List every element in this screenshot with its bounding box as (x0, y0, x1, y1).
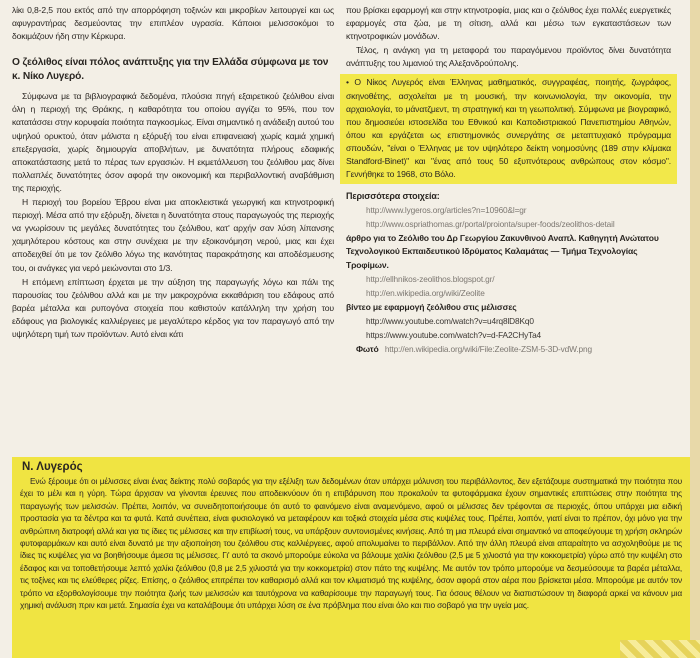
author-bio-box (340, 74, 677, 184)
video-link[interactable]: http://www.youtube.com/watch?v=u4rq8lD8Kq0 (366, 315, 534, 326)
article-label: άρθρο για το Ζεόλιθο του Δρ Γεωργίου Ζακυνθινού Αναπλ. Καθηγητή Ανώτατου Τεχνολογικού Εκπαιδευτικού Ιδρύματος Καλαμάτας — Τμήμα Τεχνολογίας Τροφίμων. (346, 233, 659, 270)
photo-credit (346, 343, 671, 356)
body-paragraph: Η επόμενη επίπτωση έρχεται με την αύξηση της παραγωγής λόγω και πάλι της παρουσίας του ζεόλιθου αλλά και με την μακροχρόνια εκκαθάριση του εδάφους από βαρέα μέταλλα και ρυπογόνα στοιχεία που καθιστούν κατάλληλη την χρήση του εδάφους για βιολογικές καλλιέργειες με μεγαλύτερο κέρδος για τον παραγωγό από την υψηλότερη τιμή των προϊόντων. Αυτό είναι κάτι (12, 276, 334, 339)
intro-paragraph: λίκι 0,8-2,5 που εκτός από την απορρόφηση τοξινών και μικροβίων λειτουργεί και ως αφυγραντήρας δεσμεύοντας την επιπλέον υγρασία. Κάποιοι μελισσοκόμοι το δοκιμάζουν ήδη στην Κέρκυρα. (12, 5, 334, 42)
box-title: Ν. Λυγερός (22, 461, 83, 473)
body-paragraph: Τέλος, η ανάγκη για τη μεταφορά του παραγόμενου προϊόντος δίνει δυνατότητα ανάπτυξης του λιμανιού της Αλεξανδρούπολης. (346, 45, 671, 69)
video-link[interactable]: https://www.youtube.com/watch?v=d-FA2CHyTa4 (366, 329, 542, 340)
right-column (346, 4, 671, 357)
photo-label: Φωτό (356, 343, 379, 354)
section-heading: Ο ζεόλιθος είναι πόλος ανάπτυξης για την Ελλάδα σύμφωνα με τον κ. Νίκο Λυγερό. (12, 57, 329, 83)
photo-link[interactable]: http://en.wikipedia.org/wiki/File:Zeolite-ZSM-5-3D-vdW.png (384, 343, 592, 354)
reference-link[interactable]: http://en.wikipedia.org/wiki/Zeolite (366, 287, 485, 298)
left-column (12, 4, 334, 342)
page-edge-decoration (690, 0, 700, 658)
body-paragraph: που βρίσκει εφαρμογή και στην κτηνοτροφία, μιας και ο ζεόλιθος έχει πολλές ευεργετικές εφαρμογές στα ζώα, με τη σίτιση, αλλά και μέσω των εγκαταστάσεων των κτηνοτροφικών μονάδων. (346, 5, 671, 42)
video-label: βίντεο με εφαρμογή ζεόλιθου στις μέλισσες (346, 301, 517, 312)
honeycomb-decoration (620, 640, 700, 658)
body-paragraph: Σύμφωνα με τα βιβλιογραφικά δεδομένα, πλούσια πηγή εξαιρετικού ζεόλιθου είναι όλη η περιοχή της Θράκης, η καθαρότητα του οποίου αγγίζει το 95%, που τον κατατάσσει στην κορυφαία ποιότητα παγκοσμίως. Είναι σημαντικό η ανάδειξη αυτού του υψηλού ορυκτού, όταν μάλιστα η εξόρυξή του είναι επιφανειακή χωρίς καμιά χημική επεξεργασία, χωρίς δημιουργία αποβλήτων, με δυνατότητα πλήρους εδαφικής αποκατάστασης μετά το πέρας των εργασιών. Η εκμετάλλευση του ζεόλιθου μας δίνει πολλαπλές δυνατότητες όσον αφορά την οικονομική και περιβαλλοντική αναβάθμιση της περιοχής. (12, 91, 334, 193)
body-paragraph: Η περιοχή του βορείου Έβρου είναι μια αποκλειστικά γεωργική και κτηνοτροφική περιοχή. Μέσα από την εξόρυξη, δίνεται η δυνατότητα στους παραγωγούς της περιοχής να γνωρίσουν τις μεγάλες δυνατότητες του ζεόλιθου, κατ' αρχήν σαν λύση λίπανσης χαμηλότερου κόστους και στην συνέχεια με την εξοικονόμηση νερού, μιας και έχει αποδειχθεί ότι με τον ζεόλιθο λόγω της ικανότητας παρακράτησης και αποδέσμευσης του, οι ανάγκες για νερό μειώνονται στο 1/3. (12, 197, 334, 273)
reference-link[interactable]: http://www.ospriathomas.gr/portal/proionta/super-foods/zeolithos-detail (366, 219, 615, 230)
reference-link[interactable]: http://www.lygeros.org/articles?n=10960&l=gr (366, 205, 527, 216)
author-bio-text: • Ο Νίκος Λυγερός είναι Έλληνας μαθηματικός, συγγραφέας, ποιητής, ζωγράφος, σκηνοθέτης, ασχολείται με τη μουσική, την κοινωνιολογία, την οικονομία, την αρχαιολογία, το μάνατζμεντ, τη στρατηγική και τη γεωπολιτική. Σύμφωνα με βιογραφικό, που δημοσιεύει ιστοσελίδα του Εθνικού και Καποδιστριακού Πανεπιστημίου Αθηνών, όπου και εργάζεται ως επιστημονικός συνεργάτης σε μεταπτυχιακό πρόγραμμα σπουδών, "είναι ο Έλληνας με τον υψηλότερο δείκτη νοημοσύνης (189 στην κλίμακα Standford-Binet)" και "ένας από τους 50 εξυπνότερους ανθρώπους στον κόσμο". Γεννήθηκε το 1968, στο Βόλο. (346, 77, 671, 180)
box-text: Ενώ ξέρουμε ότι οι μέλισσες είναι ένας δείκτης πολύ σοβαρός για την εξέλιξη των δεδομένων όταν υπάρχει μόλυνση του περιβάλλοντος, δεν εξετάζουμε συστηματικά την ποιότητα που έχει το μέλι και η γύρη. Τώρα άρχισαν να γίνονται έρευνες που αποδεικνύουν ότι η επιβάρυνση που προκαλούν τα φυτοφάρμακα έχουν σημαντικές επιπτώσεις στην ποιότητα της παραγωγής των μελισσών. Πρέπει, λοιπόν, να συνειδητοποιήσουμε ότι αυτό το φαινόμενο είναι αναμενόμενο, αφού οι μέλισσες δεν τρέφονται σε περιοχές, όπου υπάρχει μια ειδική προστασία για τα δέντρα και τα φυτά. Κατά συνέπεια, είναι φυσιολογικό να μεταφέρουν και τοξικά στοιχεία μέσα στις κυψέλες τους. Πρέπει, λοιπόν, γιατί είναι το πρέπον, όχι μόνο για την ανθρώπινη διατροφή αλλά και για τις ίδιες τις μέλισσες και την επιβίωσή τους, να υπάρξουν συντονισμένες κινήσεις. Από τη μια πλευρά είναι σημαντικό να αποφεύγουμε τη χρήση σκληρών φυτοφαρμάκων και αυτό είναι δυνατό με την αξιοποίηση του ζεόλιθου στις καλλιέργειες, αφού απολυμαίνει το περιβάλλον. Από την άλλη πλευρά είναι απαραίτητο να ασχοληθούμε με τις ίδιες τις κυψέλες για να βοηθήσουμε άμεσα τις μέλισσες. Γι' αυτό τα σκονό μπορούμε εύκολα να βάλουμε χαλίκι ζεόλιθου (2,5 με 5 χιλιοστά για την κοκκομετρία) γύρω από την κυψέλη στο έδαφος και να τοποθετήσουμε λεπτό χαλίκι ζεόλιθου (0,8 με 2,5 χιλιοστά για την κοκκομετρία) στον πάτο της κυψέλης. Με αυτόν τον τρόπο μπορούμε να δεσμεύσουμε τα βαρέα μέταλλα, τις τοξίνες και τις ελεύθερες ρίζες. Επίσης, ο ζεόλιθος επιτρέπει τον καθαρισμό αλλά και τον κλιματισμό της κυψέλης, όσον αφορά στον αέρα που βρίσκεται μέσα. Μπορούμε με αυτόν τον τρόπο να εξορθολογίσουμε την ποιότητα ζωής των μελισσών και ταυτόχρονα να καθαρίσουμε την παραγωγή τους. Για όσους θέλουν να διαπιστώσουν τη διαφορά αρκεί να κάνουν μια χημική ανάλυση πριν και μετά. Σημασία έχει να καταλάβουμε ότι υπάρχει λύση σε ένα πρόβλημα που είναι όλο και πιο σοβαρό για την υγεία μας. (20, 476, 682, 611)
lygeros-box (12, 457, 690, 658)
more-info-label: Περισσότερα στοιχεία: (346, 191, 440, 202)
reference-link[interactable]: http://ellhnikos-zeolithos.blogspot.gr/ (366, 273, 495, 284)
